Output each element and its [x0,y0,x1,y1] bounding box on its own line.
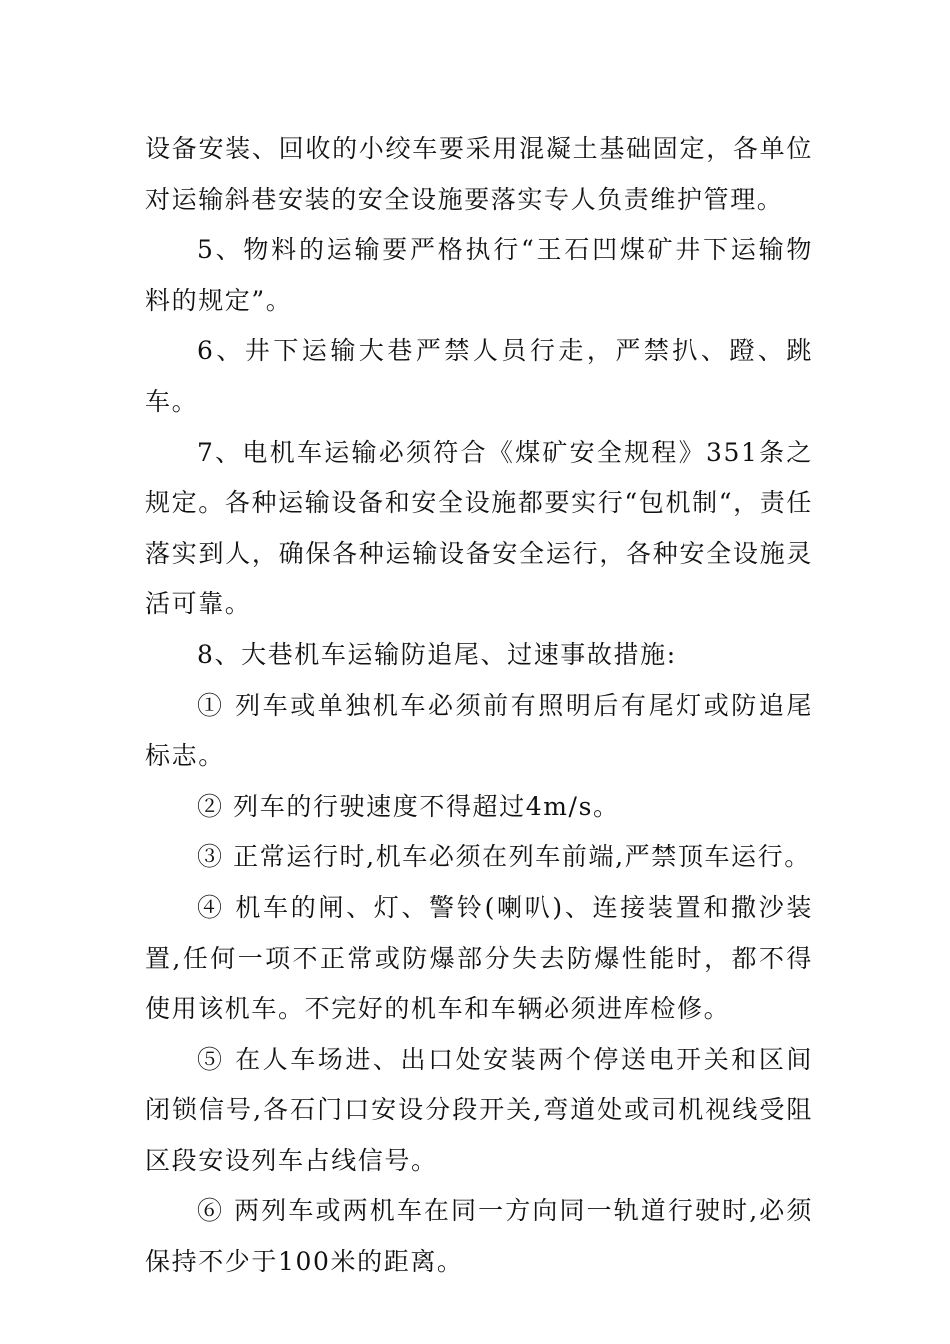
paragraph-item-5: 5、物料的运输要严格执行“王石凹煤矿井下运输物料的规定”。 [145,235,813,315]
sub-item-5: ⑤ 在人车场进、出口处安装两个停送电开关和区间闭锁信号,各石门口安设分段开关,弯道处或司机视线受阻区段安设列车占线信号。 [145,1044,813,1175]
document-body [145,124,813,1288]
sub-item-6: ⑥ 两列车或两机车在同一方向同一轨道行驶时,必须保持不少于100米的距离。 [145,1196,813,1277]
sub-item-4: ④ 机车的闸、灯、警铃(喇叭)、连接装置和撒沙装置,任何一项不正常或防爆部分失去防爆性能时，都不得使用该机车。不完好的机车和车辆必须进库检修。 [145,892,813,1024]
sub-item-2: ② 列车的行驶速度不得超过4m/s。 [197,791,620,821]
sub-item-3: ③ 正常运行时,机车必须在列车前端,严禁顶车运行。 [197,842,811,872]
paragraph-item-6: 6、井下运输大巷严禁人员行走，严禁扒、蹬、跳车。 [145,336,813,416]
paragraph-item-7: 7、电机车运输必须符合《煤矿安全规程》351条之规定。各种运输设备和安全设施都要实行“包机制“，责任落实到人，确保各种运输设备安全运行，各种安全设施灵活可靠。 [145,437,813,619]
paragraph-continuation: 设备安装、回收的小绞车要采用混凝土基础固定，各单位对运输斜巷安装的安全设施要落实专人负责维护管理。 [145,134,813,214]
sub-item-1: ① 列车或单独机车必须前有照明后有尾灯或防追尾标志。 [145,690,813,771]
paragraph-item-8: 8、大巷机车运输防追尾、过速事故措施: [197,639,677,669]
